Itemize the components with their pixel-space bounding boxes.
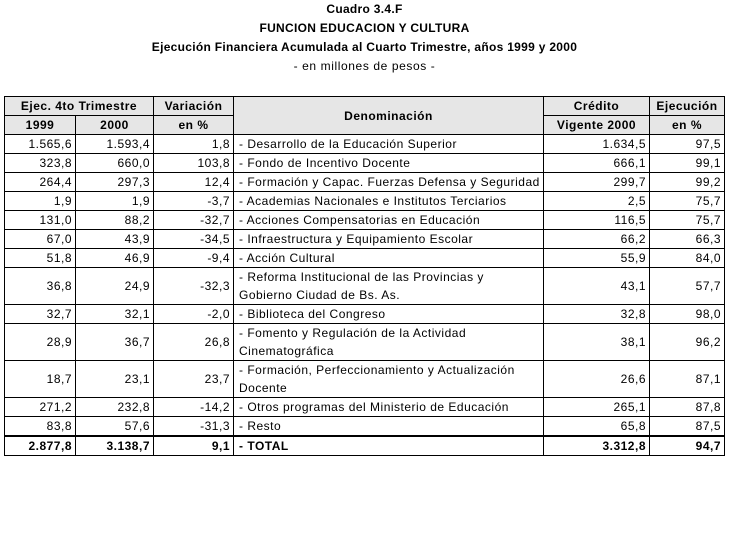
table-row (5, 249, 725, 268)
cell-variacion: -3,7 (154, 192, 234, 211)
header-ejecucion: Ejecución (650, 97, 725, 116)
cell-1999: 271,2 (5, 398, 76, 417)
header-variacion: Variación (154, 97, 234, 116)
cell-variacion: 103,8 (154, 154, 234, 173)
cell-2000: 232,8 (76, 398, 154, 417)
cell-1999: 32,7 (5, 305, 76, 324)
total-cell-credito: 3.312,8 (544, 436, 650, 456)
cell-ejecucion: 96,2 (650, 324, 725, 361)
cell-denominacion: - Formación, Perfeccionamiento y Actualización Docente (234, 361, 544, 398)
cell-ejecucion: 87,5 (650, 417, 725, 437)
table-row (5, 361, 725, 398)
cell-1999: 67,0 (5, 230, 76, 249)
cell-1999: 51,8 (5, 249, 76, 268)
cell-1999: 131,0 (5, 211, 76, 230)
cell-ejecucion: 87,8 (650, 398, 725, 417)
cell-ejecucion: 98,0 (650, 305, 725, 324)
caption-units: - en millones de pesos - (293, 59, 436, 73)
cell-2000: 43,9 (76, 230, 154, 249)
caption-number: Cuadro 3.4.F (326, 2, 403, 16)
cell-credito: 1.634,5 (544, 135, 650, 154)
cell-1999: 323,8 (5, 154, 76, 173)
header-credito: Crédito (544, 97, 650, 116)
cell-ejecucion: 66,3 (650, 230, 725, 249)
table-row (5, 417, 725, 437)
cell-credito: 55,9 (544, 249, 650, 268)
cell-2000: 23,1 (76, 361, 154, 398)
cell-1999: 28,9 (5, 324, 76, 361)
cell-variacion: 12,4 (154, 173, 234, 192)
cell-credito: 66,2 (544, 230, 650, 249)
table-row (5, 268, 725, 305)
table-row (5, 211, 725, 230)
cell-1999: 264,4 (5, 173, 76, 192)
header-denominacion: Denominación (234, 97, 544, 135)
table-row (5, 135, 725, 154)
table-row (5, 154, 725, 173)
cell-2000: 88,2 (76, 211, 154, 230)
cell-variacion: 23,7 (154, 361, 234, 398)
cell-credito: 65,8 (544, 417, 650, 437)
cell-denominacion: - Resto (234, 417, 544, 437)
total-cell-variacion: 9,1 (154, 436, 234, 456)
cell-variacion: 26,8 (154, 324, 234, 361)
cell-denominacion: - Acciones Compensatorias en Educación (234, 211, 544, 230)
cell-2000: 46,9 (76, 249, 154, 268)
cell-credito: 265,1 (544, 398, 650, 417)
cell-2000: 36,7 (76, 324, 154, 361)
cell-denominacion: - Desarrollo de la Educación Superior (234, 135, 544, 154)
cell-ejecucion: 99,2 (650, 173, 725, 192)
cell-denominacion: - Biblioteca del Congreso (234, 305, 544, 324)
cell-ejecucion: 84,0 (650, 249, 725, 268)
cell-denominacion: - Fomento y Regulación de la Actividad Cinematográfica (234, 324, 544, 361)
cell-2000: 660,0 (76, 154, 154, 173)
total-cell-1999: 2.877,8 (5, 436, 76, 456)
cell-denominacion: - Infraestructura y Equipamiento Escolar (234, 230, 544, 249)
header-ejecucion-unit: en % (650, 116, 725, 135)
total-cell-2000: 3.138,7 (76, 436, 154, 456)
cell-variacion: -14,2 (154, 398, 234, 417)
header-variacion-unit: en % (154, 116, 234, 135)
header-2000: 2000 (76, 116, 154, 135)
table-row (5, 324, 725, 361)
cell-2000: 24,9 (76, 268, 154, 305)
table-row (5, 305, 725, 324)
cell-2000: 1.593,4 (76, 135, 154, 154)
caption-title: FUNCION EDUCACION Y CULTURA (259, 21, 470, 35)
cell-denominacion: - Fondo de Incentivo Docente (234, 154, 544, 173)
total-row (5, 436, 725, 456)
cell-variacion: -9,4 (154, 249, 234, 268)
cell-ejecucion: 99,1 (650, 154, 725, 173)
header-1999: 1999 (5, 116, 76, 135)
header-row (5, 97, 725, 116)
cell-1999: 83,8 (5, 417, 76, 437)
cell-ejecucion: 97,5 (650, 135, 725, 154)
cell-variacion: -34,5 (154, 230, 234, 249)
cell-denominacion: - Formación y Capac. Fuerzas Defensa y Seguridad (234, 173, 544, 192)
cell-credito: 32,8 (544, 305, 650, 324)
cell-1999: 1,9 (5, 192, 76, 211)
cell-ejecucion: 75,7 (650, 211, 725, 230)
table-row (5, 398, 725, 417)
cell-credito: 43,1 (544, 268, 650, 305)
cell-denominacion: - Acción Cultural (234, 249, 544, 268)
cell-1999: 1.565,6 (5, 135, 76, 154)
cell-2000: 32,1 (76, 305, 154, 324)
table-row (5, 230, 725, 249)
cell-variacion: -32,7 (154, 211, 234, 230)
header-ejec: Ejec. 4to Trimestre (5, 97, 154, 116)
caption-subtitle: Ejecución Financiera Acumulada al Cuarto Trimestre, años 1999 y 2000 (151, 40, 578, 54)
cell-variacion: -2,0 (154, 305, 234, 324)
cell-variacion: -31,3 (154, 417, 234, 437)
cell-2000: 1,9 (76, 192, 154, 211)
total-cell-ejecucion: 94,7 (650, 436, 725, 456)
header-credito-sub: Vigente 2000 (544, 116, 650, 135)
cell-2000: 297,3 (76, 173, 154, 192)
table-row (5, 173, 725, 192)
cell-denominacion: - Otros programas del Ministerio de Educación (234, 398, 544, 417)
cell-1999: 18,7 (5, 361, 76, 398)
cell-variacion: 1,8 (154, 135, 234, 154)
cell-1999: 36,8 (5, 268, 76, 305)
cell-ejecucion: 57,7 (650, 268, 725, 305)
cell-credito: 116,5 (544, 211, 650, 230)
cell-credito: 38,1 (544, 324, 650, 361)
budget-table (4, 96, 725, 456)
table-row (5, 192, 725, 211)
cell-variacion: -32,3 (154, 268, 234, 305)
cell-denominacion: - Reforma Institucional de las Provincias y Gobierno Ciudad de Bs. As. (234, 268, 544, 305)
cell-credito: 666,1 (544, 154, 650, 173)
cell-denominacion: - Academias Nacionales e Institutos Terciarios (234, 192, 544, 211)
cell-2000: 57,6 (76, 417, 154, 437)
cell-ejecucion: 87,1 (650, 361, 725, 398)
cell-credito: 26,6 (544, 361, 650, 398)
total-cell-denominacion: - TOTAL (234, 436, 544, 456)
cell-ejecucion: 75,7 (650, 192, 725, 211)
cell-credito: 299,7 (544, 173, 650, 192)
cell-credito: 2,5 (544, 192, 650, 211)
